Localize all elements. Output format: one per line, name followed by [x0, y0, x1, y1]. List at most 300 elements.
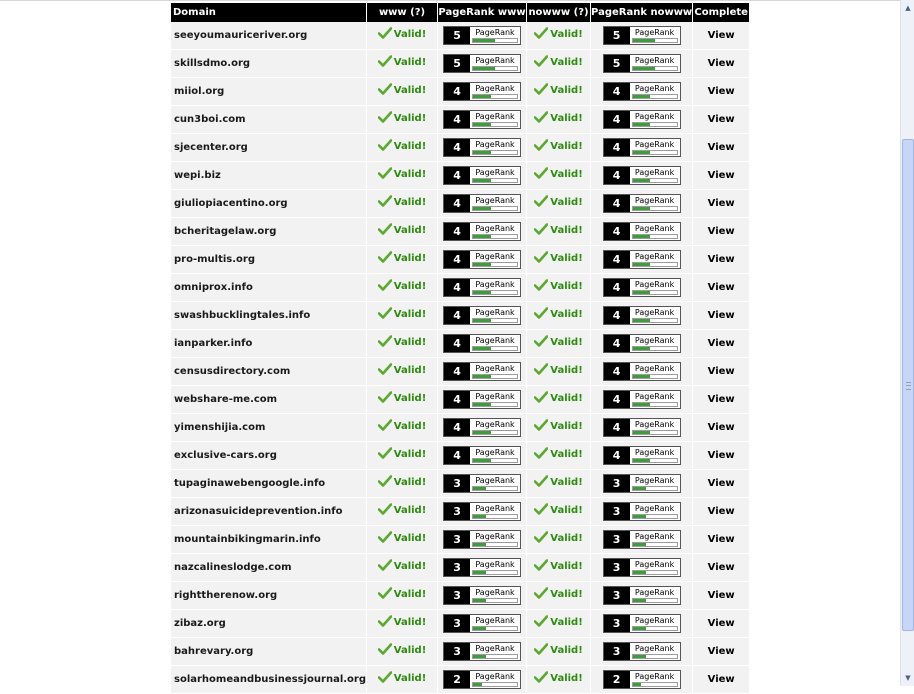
valid-status	[534, 449, 583, 460]
pagerank-bar	[632, 346, 678, 351]
pagerank-bar-fill	[633, 263, 651, 266]
scroll-up-arrow-icon[interactable]: ▲	[905, 4, 911, 12]
pagerank-nowww-cell	[591, 554, 693, 582]
pagerank-bar-fill	[473, 403, 491, 406]
pagerank-value: 4	[604, 139, 630, 156]
table-row	[171, 582, 749, 610]
pagerank-www-cell	[438, 554, 527, 582]
pagerank-nowww-cell	[591, 498, 693, 526]
www-status-cell	[367, 582, 438, 610]
pagerank-bar	[632, 486, 678, 491]
check-icon	[378, 475, 392, 487]
pagerank-value: 5	[444, 27, 470, 44]
pagerank-badge	[603, 166, 681, 185]
valid-status	[378, 673, 427, 684]
pagerank-nowww-cell	[591, 414, 693, 442]
www-status-cell	[367, 358, 438, 386]
pagerank-www-cell	[438, 638, 527, 666]
scrollbar-thumb[interactable]	[902, 139, 914, 631]
pagerank-nowww-cell	[591, 442, 693, 470]
pagerank-nowww-cell	[591, 386, 693, 414]
pagerank-badge	[443, 334, 521, 353]
complete-cell	[693, 218, 749, 246]
check-icon	[534, 223, 548, 235]
pagerank-label: PageRank	[475, 84, 515, 93]
pagerank-bar-fill	[633, 39, 655, 42]
domain-cell: pro-multis.org	[171, 246, 367, 274]
pagerank-badge	[603, 642, 681, 661]
pagerank-meter	[470, 671, 520, 688]
pagerank-bar-fill	[473, 151, 491, 154]
pagerank-nowww-cell	[591, 50, 693, 78]
pagerank-bar	[632, 570, 678, 575]
pagerank-meter	[470, 223, 520, 240]
www-status-cell	[367, 526, 438, 554]
valid-status	[534, 169, 583, 180]
valid-status	[378, 281, 427, 292]
www-status-cell	[367, 246, 438, 274]
valid-status	[378, 477, 427, 488]
pagerank-www-cell	[438, 50, 527, 78]
pagerank-badge	[443, 26, 521, 45]
pagerank-badge	[603, 446, 681, 465]
valid-label: Valid!	[393, 645, 427, 657]
check-icon	[378, 167, 392, 179]
check-icon	[534, 55, 548, 67]
check-icon	[378, 279, 392, 291]
pagerank-bar-fill	[633, 95, 651, 98]
pagerank-bar-fill	[473, 599, 486, 602]
pagerank-value: 4	[604, 223, 630, 240]
valid-status	[378, 113, 427, 124]
pagerank-meter	[470, 335, 520, 352]
view-link[interactable]: View	[707, 674, 735, 685]
check-icon	[534, 587, 548, 599]
pagerank-bar	[472, 346, 518, 351]
pagerank-nowww-cell	[591, 106, 693, 134]
valid-label: Valid!	[393, 309, 427, 321]
pagerank-value: 4	[444, 251, 470, 268]
view-link[interactable]: View	[707, 170, 735, 181]
pagerank-bar	[632, 458, 678, 463]
pagerank-label: PageRank	[634, 56, 675, 65]
pagerank-label: PageRank	[634, 644, 675, 653]
pagerank-label: PageRank	[475, 504, 515, 513]
nowww-status-cell	[527, 22, 591, 50]
pagerank-www-cell	[438, 330, 527, 358]
pagerank-bar-fill	[633, 403, 651, 406]
pagerank-meter	[630, 503, 680, 520]
domain-cell: zibaz.org	[171, 610, 367, 638]
pagerank-value: 4	[444, 83, 470, 100]
complete-cell	[693, 638, 749, 666]
www-status-cell	[367, 106, 438, 134]
complete-cell	[693, 442, 749, 470]
pagerank-label: PageRank	[634, 364, 675, 373]
pagerank-www-cell	[438, 22, 527, 50]
valid-status	[534, 225, 583, 236]
valid-label: Valid!	[550, 365, 583, 377]
pagerank-bar-fill	[633, 235, 651, 238]
valid-label: Valid!	[550, 589, 583, 601]
pagerank-value: 4	[444, 447, 470, 464]
pagerank-badge	[443, 642, 521, 661]
pagerank-bar	[472, 402, 518, 407]
nowww-status-cell	[527, 582, 591, 610]
www-status-cell	[367, 134, 438, 162]
pagerank-bar	[632, 626, 678, 631]
complete-cell	[693, 358, 749, 386]
pagerank-label: PageRank	[634, 616, 675, 625]
nowww-status-cell	[527, 610, 591, 638]
pagerank-nowww-cell	[591, 330, 693, 358]
pagerank-nowww-cell	[591, 610, 693, 638]
valid-label: Valid!	[550, 253, 583, 265]
scroll-down-arrow-icon[interactable]: ▼	[905, 674, 911, 682]
pagerank-value: 4	[604, 391, 630, 408]
pagerank-www-cell	[438, 414, 527, 442]
domain-cell: bcheritagelaw.org	[171, 218, 367, 246]
nowww-status-cell	[527, 470, 591, 498]
www-status-cell	[367, 78, 438, 106]
pagerank-www-cell	[438, 666, 527, 694]
pagerank-nowww-cell	[591, 666, 693, 694]
www-status-cell	[367, 442, 438, 470]
pagerank-value: 3	[444, 503, 470, 520]
www-status-cell	[367, 330, 438, 358]
valid-label: Valid!	[393, 197, 427, 209]
view-link[interactable]: View	[707, 114, 735, 125]
domain-cell: mountainbikingmarin.info	[171, 526, 367, 554]
view-link[interactable]: View	[707, 506, 735, 517]
pagerank-label: PageRank	[634, 504, 675, 513]
pagerank-nowww-cell	[591, 582, 693, 610]
valid-status	[534, 393, 583, 404]
pagerank-bar-fill	[473, 263, 491, 266]
pagerank-bar	[632, 682, 678, 687]
pagerank-label: PageRank	[634, 112, 675, 121]
valid-status	[534, 561, 583, 572]
table-row	[171, 526, 749, 554]
valid-label: Valid!	[393, 225, 427, 237]
pagerank-www-cell	[438, 526, 527, 554]
pagerank-meter	[630, 391, 680, 408]
view-link[interactable]: View	[707, 478, 735, 489]
valid-label: Valid!	[550, 85, 583, 97]
check-icon	[534, 279, 548, 291]
pagerank-nowww-cell	[591, 162, 693, 190]
pagerank-label: PageRank	[475, 168, 515, 177]
pagerank-bar	[472, 262, 518, 267]
pagerank-bar-fill	[633, 459, 651, 462]
domain-cell: wepi.biz	[171, 162, 367, 190]
pagerank-nowww-cell	[591, 22, 693, 50]
valid-status	[534, 197, 583, 208]
pagerank-bar-fill	[473, 319, 491, 322]
pagerank-bar	[632, 94, 678, 99]
valid-status	[378, 561, 427, 572]
pagerank-value: 4	[444, 111, 470, 128]
pagerank-bar-fill	[633, 655, 646, 658]
view-link[interactable]: View	[707, 646, 735, 657]
pagerank-meter	[470, 251, 520, 268]
view-link[interactable]: View	[707, 310, 735, 321]
check-icon	[534, 559, 548, 571]
pagerank-value: 4	[604, 447, 630, 464]
view-link[interactable]: View	[707, 366, 735, 377]
pagerank-badge	[603, 334, 681, 353]
table-row	[171, 218, 749, 246]
view-link[interactable]: View	[707, 450, 735, 461]
pagerank-bar	[472, 430, 518, 435]
view-link[interactable]: View	[707, 422, 735, 433]
header-nowww[interactable]: nowww (?)	[527, 3, 591, 22]
valid-label: Valid!	[550, 309, 583, 321]
pagerank-label: PageRank	[634, 420, 675, 429]
pagerank-meter	[470, 419, 520, 436]
pagerank-nowww-cell	[591, 134, 693, 162]
pagerank-value: 4	[444, 335, 470, 352]
pagerank-bar	[472, 626, 518, 631]
check-icon	[378, 251, 392, 263]
pagerank-bar	[632, 150, 678, 155]
view-link[interactable]: View	[707, 562, 735, 573]
pagerank-bar-fill	[473, 375, 491, 378]
pagerank-www-cell	[438, 386, 527, 414]
pagerank-www-cell	[438, 498, 527, 526]
pagerank-label: PageRank	[634, 308, 675, 317]
pagerank-bar-fill	[633, 599, 646, 602]
view-link[interactable]: View	[707, 282, 735, 293]
domain-cell: nazcalineslodge.com	[171, 554, 367, 582]
pagerank-meter	[630, 475, 680, 492]
pagerank-badge	[443, 138, 521, 157]
view-link[interactable]: View	[707, 142, 735, 153]
table-row	[171, 414, 749, 442]
complete-cell	[693, 50, 749, 78]
view-link[interactable]: View	[707, 254, 735, 265]
valid-label: Valid!	[393, 365, 427, 377]
pagerank-bar	[472, 38, 518, 43]
www-status-cell	[367, 610, 438, 638]
complete-cell	[693, 246, 749, 274]
valid-label: Valid!	[550, 57, 583, 69]
www-status-cell	[367, 386, 438, 414]
pagerank-badge	[443, 418, 521, 437]
pagerank-bar	[472, 458, 518, 463]
pagerank-badge	[443, 474, 521, 493]
pagerank-badge	[443, 614, 521, 633]
pagerank-bar-fill	[633, 627, 646, 630]
pagerank-meter	[630, 307, 680, 324]
valid-label: Valid!	[550, 561, 583, 573]
pagerank-badge	[603, 502, 681, 521]
valid-label: Valid!	[393, 477, 427, 489]
pagerank-meter	[630, 531, 680, 548]
pagerank-www-cell	[438, 470, 527, 498]
view-link[interactable]: View	[707, 226, 735, 237]
valid-status	[534, 645, 583, 656]
complete-cell	[693, 526, 749, 554]
pagerank-bar-fill	[633, 207, 651, 210]
pagerank-bar	[472, 654, 518, 659]
pagerank-meter	[470, 503, 520, 520]
complete-cell	[693, 582, 749, 610]
pagerank-bar	[472, 318, 518, 323]
domain-cell: miiol.org	[171, 78, 367, 106]
pagerank-label: PageRank	[634, 560, 675, 569]
nowww-status-cell	[527, 498, 591, 526]
header-domain: Domain	[171, 3, 367, 22]
pagerank-bar	[472, 206, 518, 211]
pagerank-badge	[603, 278, 681, 297]
pagerank-label: PageRank	[475, 56, 515, 65]
view-link[interactable]: View	[707, 534, 735, 545]
pagerank-meter	[630, 251, 680, 268]
pagerank-bar-fill	[633, 431, 651, 434]
domain-cell: seeyoumauriceriver.org	[171, 22, 367, 50]
pagerank-label: PageRank	[475, 392, 515, 401]
table-row	[171, 302, 749, 330]
valid-status	[378, 253, 427, 264]
pagerank-meter	[630, 223, 680, 240]
nowww-status-cell	[527, 386, 591, 414]
valid-label: Valid!	[393, 253, 427, 265]
pagerank-value: 4	[604, 363, 630, 380]
table-row	[171, 638, 749, 666]
pagerank-meter	[630, 111, 680, 128]
pagerank-label: PageRank	[475, 308, 515, 317]
check-icon	[534, 335, 548, 347]
pagerank-value: 3	[444, 643, 470, 660]
vertical-scrollbar[interactable]	[900, 0, 914, 686]
valid-label: Valid!	[550, 505, 583, 517]
pagerank-label: PageRank	[475, 140, 515, 149]
pagerank-label: PageRank	[634, 392, 675, 401]
pagerank-label: PageRank	[475, 448, 515, 457]
valid-status	[534, 421, 583, 432]
pagerank-bar-fill	[473, 487, 486, 490]
pagerank-bar-fill	[633, 67, 655, 70]
pagerank-bar-fill	[473, 39, 495, 42]
www-status-cell	[367, 470, 438, 498]
valid-label: Valid!	[550, 421, 583, 433]
valid-status	[534, 113, 583, 124]
table-row	[171, 22, 749, 50]
complete-cell	[693, 106, 749, 134]
view-link[interactable]: View	[707, 86, 735, 97]
pagerank-www-cell	[438, 610, 527, 638]
pagerank-bar-fill	[473, 459, 491, 462]
valid-status	[534, 29, 583, 40]
valid-status	[378, 421, 427, 432]
view-link[interactable]: View	[707, 58, 735, 69]
valid-label: Valid!	[393, 673, 427, 685]
pagerank-nowww-cell	[591, 274, 693, 302]
pagerank-label: PageRank	[634, 280, 675, 289]
pagerank-label: PageRank	[634, 336, 675, 345]
check-icon	[378, 195, 392, 207]
pagerank-bar	[632, 598, 678, 603]
view-link[interactable]: View	[707, 338, 735, 349]
pagerank-value: 3	[604, 475, 630, 492]
valid-label: Valid!	[550, 617, 583, 629]
pagerank-value: 2	[444, 671, 470, 688]
header-www[interactable]: www (?)	[367, 3, 438, 22]
pagerank-value: 4	[444, 167, 470, 184]
check-icon	[378, 363, 392, 375]
pagerank-badge	[443, 670, 521, 689]
domain-pagerank-table	[171, 3, 749, 694]
pagerank-meter	[470, 615, 520, 632]
pagerank-meter	[630, 363, 680, 380]
pagerank-badge	[603, 474, 681, 493]
pagerank-badge	[443, 446, 521, 465]
view-link[interactable]: View	[707, 30, 735, 41]
pagerank-bar	[472, 514, 518, 519]
check-icon	[534, 475, 548, 487]
complete-cell	[693, 134, 749, 162]
domain-cell: righttherenow.org	[171, 582, 367, 610]
domain-cell: swashbucklingtales.info	[171, 302, 367, 330]
view-link[interactable]: View	[707, 590, 735, 601]
header-pagerank-www: PageRank www	[438, 3, 527, 22]
pagerank-value: 4	[604, 419, 630, 436]
nowww-status-cell	[527, 666, 591, 694]
pagerank-bar-fill	[473, 291, 491, 294]
table-row	[171, 666, 749, 694]
valid-label: Valid!	[550, 141, 583, 153]
valid-status	[534, 533, 583, 544]
table-row	[171, 610, 749, 638]
pagerank-meter	[470, 363, 520, 380]
pagerank-value: 3	[444, 615, 470, 632]
nowww-status-cell	[527, 190, 591, 218]
www-status-cell	[367, 274, 438, 302]
valid-status	[378, 645, 427, 656]
pagerank-bar-fill	[633, 347, 651, 350]
pagerank-www-cell	[438, 582, 527, 610]
pagerank-bar	[632, 38, 678, 43]
check-icon	[378, 55, 392, 67]
www-status-cell	[367, 414, 438, 442]
check-icon	[534, 447, 548, 459]
pagerank-label: PageRank	[475, 420, 515, 429]
pagerank-www-cell	[438, 302, 527, 330]
pagerank-bar-fill	[473, 123, 491, 126]
table-row	[171, 50, 749, 78]
www-status-cell	[367, 190, 438, 218]
view-link[interactable]: View	[707, 394, 735, 405]
header-complete: Complete	[693, 3, 749, 22]
nowww-status-cell	[527, 526, 591, 554]
pagerank-label: PageRank	[634, 588, 675, 597]
www-status-cell	[367, 218, 438, 246]
table-row	[171, 274, 749, 302]
view-link[interactable]: View	[707, 618, 735, 629]
valid-status	[534, 365, 583, 376]
check-icon	[534, 27, 548, 39]
valid-label: Valid!	[550, 169, 583, 181]
pagerank-badge	[443, 110, 521, 129]
nowww-status-cell	[527, 442, 591, 470]
complete-cell	[693, 554, 749, 582]
pagerank-bar-fill	[633, 375, 651, 378]
valid-status	[534, 477, 583, 488]
pagerank-badge	[443, 166, 521, 185]
valid-label: Valid!	[393, 589, 427, 601]
view-link[interactable]: View	[707, 198, 735, 209]
